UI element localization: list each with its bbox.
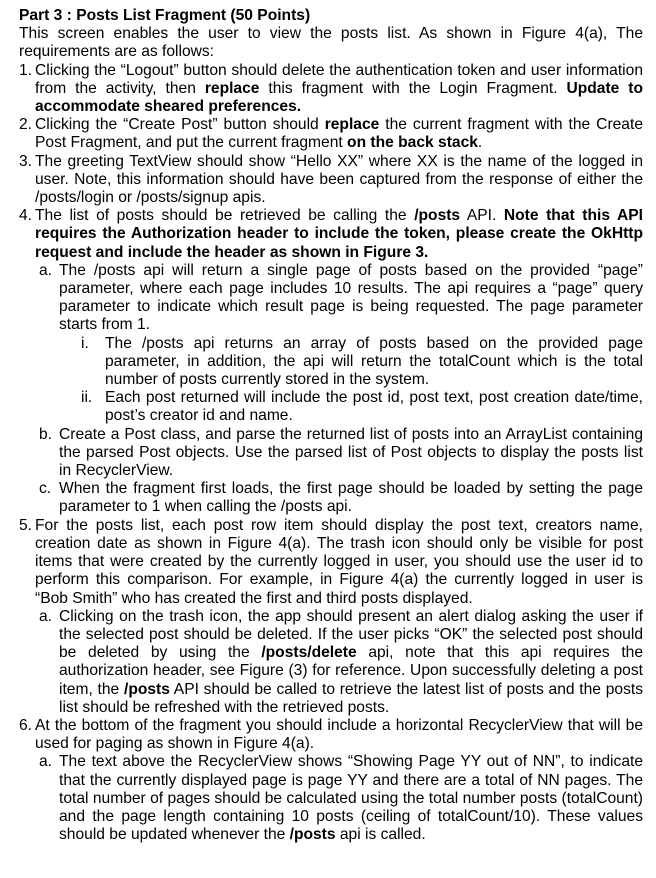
list-item-body bbox=[35, 517, 643, 717]
list-item-text bbox=[35, 116, 643, 152]
intro-paragraph: This screen enables the user to view the posts list. As shown in Figure 4(a), The requirements are as follows: bbox=[19, 25, 643, 61]
list-item-text bbox=[59, 480, 643, 516]
nested-list bbox=[39, 753, 643, 844]
sub-sub-requirement-item bbox=[81, 335, 643, 390]
requirement-item bbox=[19, 517, 643, 717]
text-segment: API should be called to retrieve the latest list of posts and the posts list should be refreshed with the retrieved posts. bbox=[59, 680, 644, 716]
list-item-text bbox=[105, 389, 643, 425]
list-marker: 6. bbox=[19, 716, 33, 734]
list-item-body bbox=[35, 116, 643, 152]
sub-requirement-item bbox=[39, 480, 643, 516]
list-item-text bbox=[35, 517, 643, 608]
list-marker: a. bbox=[39, 261, 53, 279]
list-marker: 5. bbox=[19, 516, 33, 534]
sub-requirement-item bbox=[39, 608, 643, 717]
sub-sub-requirement-item bbox=[81, 389, 643, 425]
text-segment: API. bbox=[460, 207, 504, 225]
list-item-body bbox=[59, 426, 643, 481]
text-segment: Create a Post class, and parse the returned list of posts into an ArrayList containing the parsed Post objects. Use the parsed list of Post objects to display the posts list in RecyclerView. bbox=[59, 425, 643, 480]
list-marker: i. bbox=[81, 334, 89, 352]
nested-list bbox=[39, 608, 643, 717]
list-item-body bbox=[59, 753, 643, 844]
requirement-item bbox=[19, 62, 643, 117]
requirements-list bbox=[19, 62, 643, 845]
list-marker: 4. bbox=[19, 207, 33, 225]
list-item-body bbox=[59, 480, 643, 516]
document-page bbox=[19, 7, 643, 844]
list-item-body bbox=[59, 608, 643, 717]
list-item-text bbox=[105, 335, 643, 390]
bold-text-segment: /posts bbox=[289, 826, 336, 844]
list-item-text bbox=[35, 62, 643, 117]
sub-requirement-item bbox=[39, 426, 643, 481]
text-segment: The list of posts should be retrieved be calling the bbox=[35, 207, 415, 225]
list-item-body bbox=[35, 717, 643, 844]
text-segment: For the posts list, each post row item should display the post text, creators name, creation date as shown in Figure 4(a). The trash icon should only be visible for post items that were created by the currently logged in user, you should use the user id to perform this comparison. For example, in Figure 4(a) the currently logged in user is “Bob Smith” who has created the first and third posts displayed. bbox=[35, 516, 643, 607]
list-item-text bbox=[59, 608, 643, 717]
text-segment: Clicking the “Logout” button should delete the authentication token and user information from the activity, then bbox=[35, 61, 643, 97]
list-item-text bbox=[35, 717, 643, 753]
list-item-text bbox=[59, 753, 643, 844]
bold-text-segment: replace bbox=[204, 79, 260, 97]
list-marker: 3. bbox=[19, 152, 33, 170]
text-segment: api, note that this api requires the authorization header, see Figure (3) for reference. Upon successfully deleting a post item, the bbox=[59, 644, 643, 698]
list-marker: c. bbox=[39, 480, 52, 498]
text-segment: . bbox=[477, 134, 483, 152]
list-marker: b. bbox=[39, 425, 53, 443]
list-item-text bbox=[35, 207, 643, 262]
list-item-body bbox=[35, 207, 643, 516]
text-segment: The /posts api returns an array of posts based on the provided page parameter, in addition, the api will return the totalCount which is the total number of posts currently stored in the system. bbox=[105, 334, 643, 389]
sub-requirement-item bbox=[39, 753, 643, 844]
bold-text-segment: /posts/delete bbox=[261, 644, 357, 662]
list-item-text bbox=[59, 426, 643, 481]
list-item-body bbox=[35, 62, 643, 117]
text-segment: the current fragment with the Create Post Fragment, and put the current fragment bbox=[35, 116, 643, 152]
list-item-text bbox=[59, 262, 643, 335]
bold-text-segment: Note that this API requires the Authorization header to include the token, please create the OkHttp request and include the header as shown in Figure 3. bbox=[35, 207, 643, 261]
requirement-item bbox=[19, 116, 643, 152]
requirement-item bbox=[19, 153, 643, 208]
list-marker: a. bbox=[39, 607, 53, 625]
bold-text-segment: /posts bbox=[123, 680, 170, 698]
list-item-text bbox=[35, 153, 643, 208]
bold-text-segment: on the back stack bbox=[347, 134, 478, 152]
text-segment: Clicking on the trash icon, the app should present an alert dialog asking the user if the selected post should be deleted. If the user picks “OK” the selected post should be deleted by using the bbox=[59, 607, 643, 662]
list-item-body bbox=[105, 389, 643, 425]
requirement-item bbox=[19, 207, 643, 516]
requirement-item bbox=[19, 717, 643, 844]
list-marker: ii. bbox=[81, 389, 93, 407]
bold-text-segment: /posts bbox=[414, 207, 461, 225]
text-segment: The text above the RecyclerView shows “Showing Page YY out of NN”, to indicate that the currently displayed page is page YY and there are a total of NN pages. The total number of pages should be calculated using the total number posts (totalCount) and the page length containing 10 posts (ceiling of totalCount/10). These values should be updated whenever the bbox=[59, 753, 643, 844]
list-marker: a. bbox=[39, 753, 53, 771]
bold-text-segment: replace bbox=[324, 116, 380, 134]
text-segment: The /posts api will return a single page of posts based on the provided “page” parameter, where each page includes 10 results. The api requires a “page” query parameter to indicate which result page is being requested. The page parameter starts from 1. bbox=[59, 261, 643, 334]
bold-text-segment: Update to accommodate sheared preferences. bbox=[35, 79, 643, 116]
text-segment: At the bottom of the fragment you should include a horizontal RecyclerView that will be used for paging as shown in Figure 4(a). bbox=[35, 716, 643, 753]
text-segment: Each post returned will include the post id, post text, post creation date/time, post’s creator id and name. bbox=[105, 389, 643, 425]
text-segment: api is called. bbox=[335, 826, 426, 844]
text-segment: The greeting TextView should show “Hello XX” where XX is the name of the logged in user. Note, this information should have been captured from the response of either the /posts/login or /posts/signup apis. bbox=[35, 152, 643, 207]
list-item-body bbox=[105, 335, 643, 390]
text-segment: When the fragment first loads, the first page should be loaded by setting the page parameter to 1 when calling the /posts api. bbox=[59, 480, 643, 516]
list-item-body bbox=[35, 153, 643, 208]
text-segment: this fragment with the Login Fragment. bbox=[259, 79, 567, 97]
nested-list bbox=[81, 335, 643, 426]
nested-list bbox=[39, 262, 643, 517]
sub-requirement-item bbox=[39, 262, 643, 426]
list-marker: 2. bbox=[19, 116, 33, 134]
list-item-body bbox=[59, 262, 643, 426]
list-marker: 1. bbox=[19, 61, 33, 79]
section-heading: Part 3 : Posts List Fragment (50 Points) bbox=[19, 7, 311, 24]
text-segment: Clicking the “Create Post” button should bbox=[35, 116, 325, 134]
